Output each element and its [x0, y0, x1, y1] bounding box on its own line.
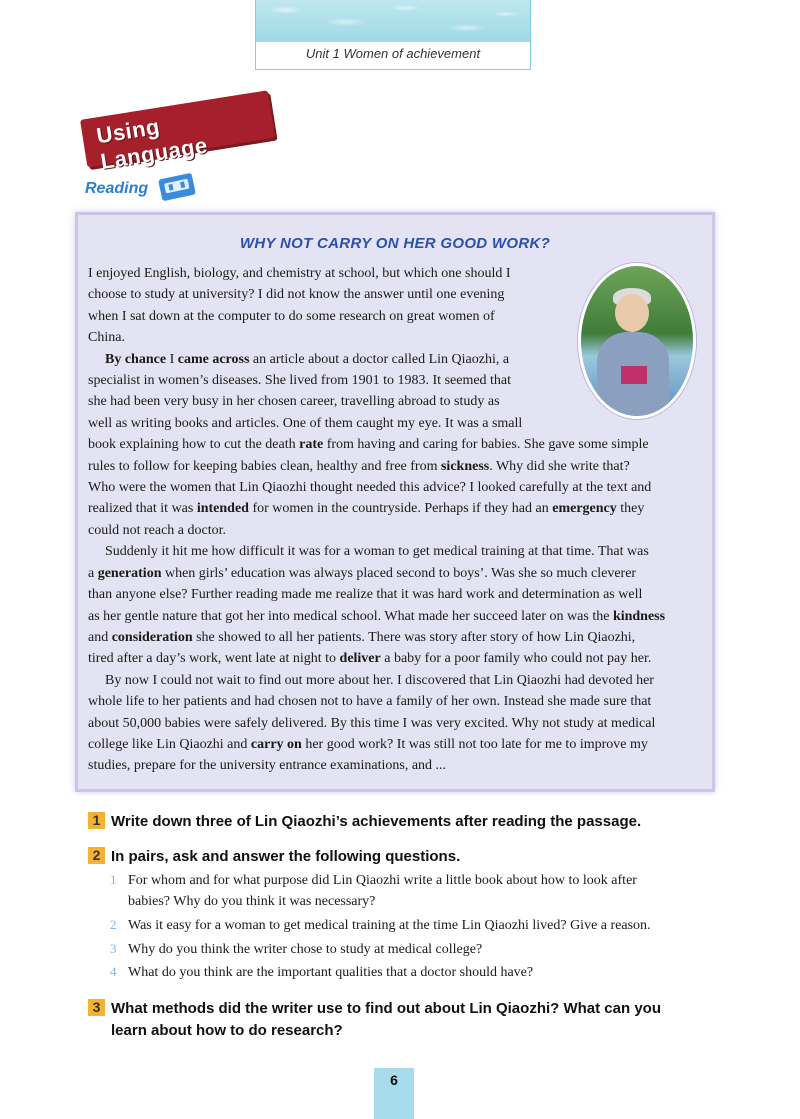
- question-2: [88, 847, 460, 865]
- using-language-banner: [80, 90, 275, 175]
- sub-question-1: [110, 869, 637, 912]
- text-line: when I sat down at the computer to do some research on great women of: [88, 308, 495, 324]
- text-line: realized that it was intended for women in the countryside. Perhaps if they had an emergency they: [88, 501, 645, 517]
- vocab-word: emergency: [552, 501, 617, 517]
- text-line: specialist in women’s diseases. She lived from 1901 to 1983. It seemed that: [88, 373, 512, 389]
- question-text: In pairs, ask and answer the following questions.: [111, 848, 461, 865]
- vocab-word: carry on: [250, 736, 302, 752]
- text-line: a generation when girls’ education was always placed second to boys’. Was she so much cleverer: [88, 565, 637, 581]
- reading-passage-box: [75, 212, 715, 792]
- vocab-word: intended: [196, 501, 249, 517]
- paragraph-3: [88, 541, 708, 669]
- article-title: WHY NOT CARRY ON HER GOOD WORK?: [239, 235, 551, 252]
- unit-header: [255, 0, 531, 70]
- text-line: could not reach a doctor.: [88, 522, 227, 538]
- sub-question-number: 2: [110, 917, 117, 932]
- text-line: tired after a day’s work, went late at night to deliver a baby for a poor family who could not pay her.: [88, 651, 652, 667]
- header-decoration: [256, 0, 530, 42]
- text-line: than anyone else? Further reading made me realize that it was hard work and determination as well: [88, 587, 643, 603]
- text-line: and consideration she showed to all her patients. There was story after story of how Lin Qiaozhi,: [88, 629, 636, 645]
- text-line: By chance I came across an article about a doctor called Lin Qiaozhi, a: [105, 351, 510, 367]
- sub-question-3: [110, 938, 482, 960]
- sub-question-number: 3: [110, 941, 117, 956]
- text-line: she had been very busy in her chosen career, travelling abroad to study as: [88, 394, 500, 410]
- vocab-word: generation: [97, 565, 162, 581]
- question-text: What methods did the writer use to find out about Lin Qiaozhi? What can you: [111, 1000, 661, 1017]
- text-line: well as writing books and articles. One of them caught my eye. It was a small: [88, 415, 523, 431]
- question-number-badge: 1: [88, 812, 105, 829]
- vocab-word: came across: [177, 351, 250, 367]
- question-number-badge: 2: [88, 847, 105, 864]
- page-number-tab: [374, 1068, 414, 1119]
- text-line: about 50,000 babies were safely delivered. By this time I was very excited. Why not study at medical: [88, 715, 656, 731]
- sub-question-text-cont: babies? Why do you think it was necessary?: [128, 894, 376, 909]
- sub-question-number: 1: [110, 872, 117, 887]
- question-3: [88, 998, 661, 1042]
- banner-label: Using Language: [94, 113, 210, 175]
- sub-question-text: Was it easy for a woman to get medical training at the time Lin Qiaozhi lived? Give a reason.: [128, 918, 651, 933]
- sub-question-text: Why do you think the writer chose to study at medical college?: [128, 942, 483, 957]
- sub-question-text: For whom and for what purpose did Lin Qiaozhi write a little book about how to look after: [128, 873, 637, 888]
- vocab-word: rate: [299, 437, 324, 453]
- text-line: Who were the women that Lin Qiaozhi thought needed this advice? I looked carefully at the text and: [88, 480, 652, 496]
- question-text: Write down three of Lin Qiaozhi’s achievements after reading the passage.: [111, 813, 642, 830]
- question-text-cont: learn about how to do research?: [111, 1022, 343, 1039]
- vocab-word: sickness: [440, 458, 490, 474]
- text-line: whole life to her patients and had chosen not to have a family of her own. Instead she made sure that: [88, 694, 652, 710]
- paragraph-2: [88, 349, 708, 542]
- article-body: [88, 263, 708, 777]
- text-line: By now I could not wait to find out more about her. I discovered that Lin Qiaozhi had devoted her: [105, 672, 654, 688]
- text-line: choose to study at university? I did not know the answer until one evening: [88, 287, 505, 303]
- sub-question-2: [110, 914, 651, 936]
- sub-question-4: [110, 961, 533, 983]
- text-line: I enjoyed English, biology, and chemistry at school, but which one should I: [88, 266, 511, 281]
- question-number-badge: 3: [88, 999, 105, 1016]
- text-line: book explaining how to cut the death rate from having and caring for babies. She gave some simple: [88, 437, 649, 453]
- vocab-word: consideration: [111, 629, 193, 645]
- text-line: China.: [88, 330, 125, 346]
- vocab-word: kindness: [612, 608, 666, 624]
- unit-title: Unit 1 Women of achievement: [305, 46, 481, 61]
- cassette-icon[interactable]: [158, 173, 196, 202]
- text-line: Suddenly it hit me how difficult it was for a woman to get medical training at that time. That was: [105, 544, 649, 560]
- vocab-word: By chance: [105, 351, 167, 367]
- text-line: studies, prepare for the university entrance examinations, and ...: [88, 758, 447, 774]
- vocab-word: deliver: [339, 651, 381, 667]
- sub-question-text: What do you think are the important qualities that a doctor should have?: [128, 965, 534, 980]
- text-line: rules to follow for keeping babies clean, healthy and free from sickness. Why did she write that?: [88, 458, 630, 474]
- reading-label: Reading: [85, 180, 149, 197]
- question-1: [88, 812, 641, 830]
- paragraph-4: [88, 670, 708, 777]
- text-line: college like Lin Qiaozhi and carry on her good work? It was still not too late for me to improve my: [88, 736, 648, 752]
- text-line: as her gentle nature that got her into medical school. What made her succeed later on was the kindness: [88, 608, 666, 624]
- sub-question-number: 4: [110, 964, 117, 979]
- paragraph-1: [88, 263, 568, 349]
- page-number: 6: [390, 1072, 398, 1088]
